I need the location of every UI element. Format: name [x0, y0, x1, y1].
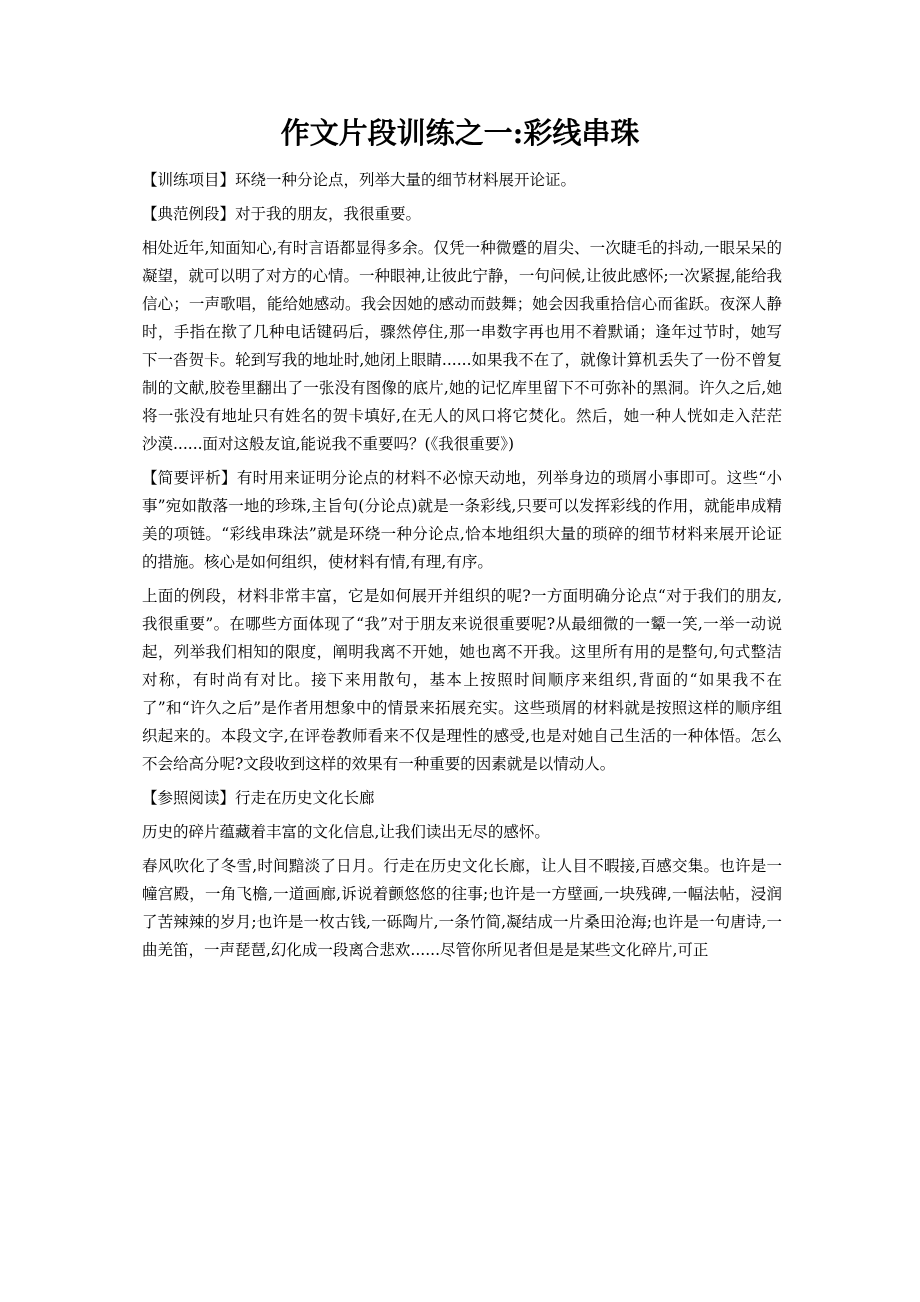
brief-review-text: 有时用来证明分论点的材料不必惊天动地，列举身边的琐屑小事即可。这些“小事”宛如散落一地的珍珠,主旨句(分论点)就是一条彩线,只要可以发挥彩线的作用，就能串成精美的项链。“彩线串珠法”就是环绕一种分论点,恰本地组织大量的琐碎的细节材料来展开论证的措施。核心是如何组织，使材料有情,有理,有序。 [142, 469, 782, 571]
reference-intro-paragraph: 历史的碎片蕴藏着丰富的文化信息,让我们读出无尽的感怀。 [142, 823, 550, 841]
training-item-tag: 【训练项目】 [142, 171, 236, 189]
model-body-paragraph: 相处近年,知面知心,有时言语都显得多余。仅凭一种微蹙的眉尖、一次睫毛的抖动,一眼呆呆的凝望，就可以明了对方的心情。一种眼神,让彼此宁静，一句问候,让彼此感怀;一次紧握,能给我信心；一声歌唱，能给她感动。我会因她的感动而鼓舞；她会因我重拾信心而雀跃。夜深人静时，手指在揿了几种电话键码后，骤然停住,那一串数字再也用不着默诵；逢年过节时，她写下一沓贺卡。轮到写我的地址时,她闭上眼睛......如果我不在了，就像计算机丢失了一份不曾复制的文献,胶卷里翻出了一张没有图像的底片,她的记忆库里留下不可弥补的黑洞。许久之后,她将一张没有地址只有姓名的贺卡填好,在无人的风口将它焚化。然后，她一种人恍如走入茫茫沙漠......面对这般友谊,能说我不重要吗？(《我很重要》) [142, 239, 783, 453]
reference-body-paragraph: 春风吹化了冬雪,时间黯淡了日月。行走在历史文化长廊，让人目不暇接,百感交集。也许是一幢宫殿，一角飞檐,一道画廊,诉说着颤悠悠的往事;也许是一方壁画,一块残碑,一幅法帖，浸润了苦辣辣的岁月;也许是一枚古钱,一砾陶片,一条竹简,凝结成一片桑田沧海;也许是一句唐诗,一曲羌笛，一声琵琶,幻化成一段离合悲欢......尽管你所见者但是是某些文化碎片,可正 [142, 857, 782, 959]
model-paragraph-text: 对于我的朋友，我很重要。 [235, 205, 422, 223]
reference-reading-tag: 【参照阅读】 [142, 789, 236, 807]
model-paragraph-tag: 【典范例段】 [142, 205, 236, 223]
reference-reading-text: 行走在历史文化长廊 [235, 789, 375, 807]
training-item-paragraph [142, 166, 782, 194]
model-paragraph-heading [142, 200, 782, 228]
training-item-text: 环绕一种分论点，列举大量的细节材料展开论证。 [235, 171, 577, 189]
document-title: 作文片段训练之一:彩线串珠 [280, 116, 640, 150]
brief-review-paragraph [142, 464, 782, 576]
brief-review-tag: 【简要评析】 [142, 469, 237, 487]
reference-reading-heading [142, 784, 782, 812]
analysis-paragraph: 上面的例段，材料非常丰富，它是如何展开并组织的呢?一方面明确分论点“对于我们的朋友,我很重要”。在哪些方面体现了“我”对于朋友来说很重要呢?从最细微的一颦一笑,一举一动说起，列举我们相知的限度，阐明我离不开她，她也离不开我。这里所有用的是整句,句式整洁对称，有时尚有对比。接下来用散句，基本上按照时间顺序来组织,背面的“如果我不在了”和“许久之后”是作者用想象中的情景来拓展充实。这些琐屑的材料就是按照这样的顺序组织起来的。本段文字,在评卷教师看来不仅是理性的感受,也是对她自己生活的一种体悟。怎么不会给高分呢?文段收到这样的效果有一种重要的因素就是以情动人。 [142, 587, 782, 773]
document-body [142, 166, 782, 970]
